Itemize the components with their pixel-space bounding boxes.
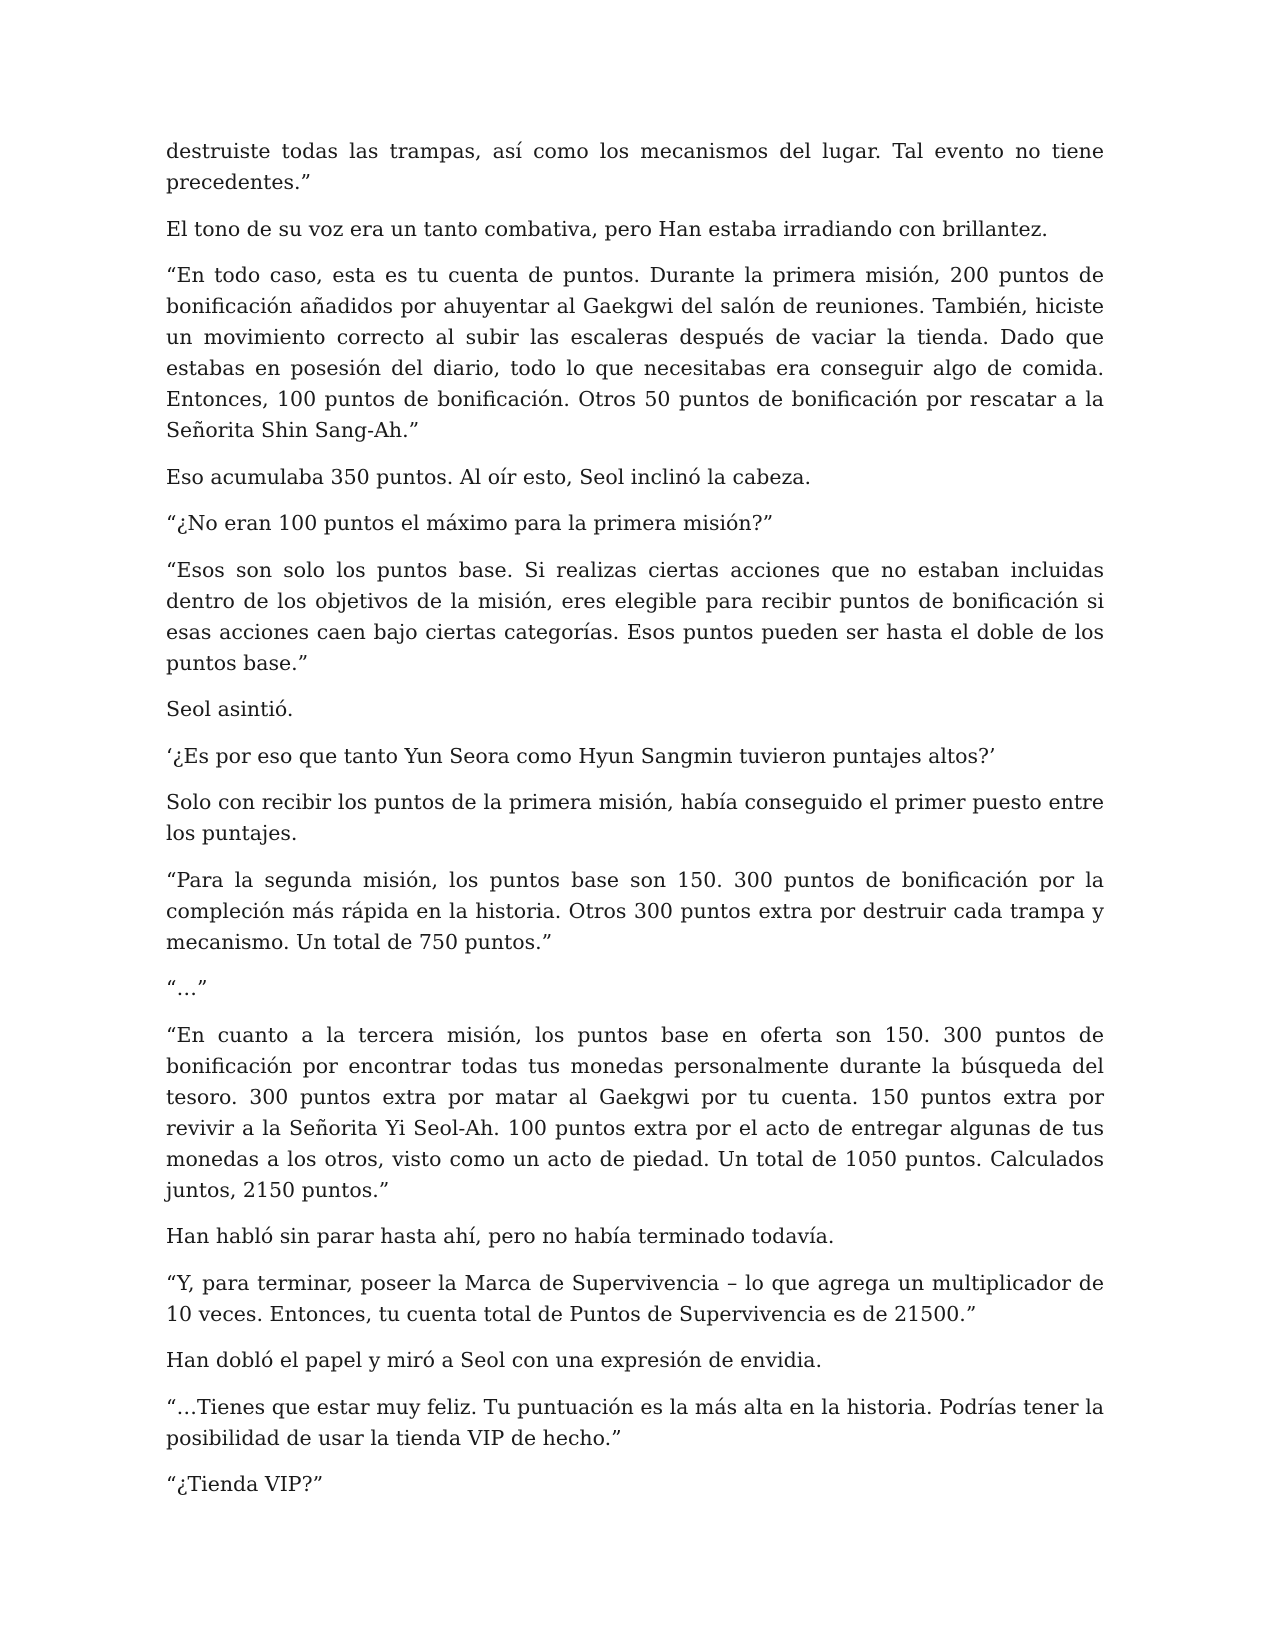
- paragraph: “Para la segunda misión, los puntos base son 150. 300 puntos de bonificación por la compleción más rápida en la historia. Otros 300 puntos extra por destruir cada trampa y mecanismo. Un total de 750 puntos.”: [166, 867, 1104, 954]
- paragraph: El tono de su voz era un tanto combativa, pero Han estaba irradiando con brillantez.: [166, 216, 1048, 241]
- paragraph: Han dobló el papel y miró a Seol con una expresión de envidia.: [166, 1348, 823, 1372]
- paragraph: “¿Tienda VIP?”: [166, 1472, 324, 1496]
- paragraph: destruiste todas las trampas, así como los mecanismos del lugar. Tal evento no tiene precedentes.”: [166, 139, 1104, 194]
- document-page: [166, 136, 1104, 1516]
- paragraph: Seol asintió.: [166, 697, 294, 721]
- paragraph: Eso acumulaba 350 puntos. Al oír esto, Seol inclinó la cabeza.: [166, 464, 811, 489]
- paragraph: “En todo caso, esta es tu cuenta de puntos. Durante la primera misión, 200 puntos de bonificación añadidos por ahuyentar al Gaekgwi del salón de reuniones. También, hiciste un movimiento correcto al subir las escaleras después de vaciar la tienda. Dado que estabas en posesión del diario, todo lo que necesitabas era conseguir algo de comida. Entonces, 100 puntos de bonificación. Otros 50 puntos de bonificación por rescatar a la Señorita Shin Sang-Ah.”: [166, 263, 1104, 442]
- paragraph: ‘¿Es por eso que tanto Yun Seora como Hyun Sangmin tuvieron puntajes altos?’: [166, 743, 996, 768]
- paragraph: Solo con recibir los puntos de la primera misión, había conseguido el primer puesto entre los puntajes.: [166, 790, 1104, 845]
- paragraph: “En cuanto a la tercera misión, los puntos base en oferta son 150. 300 puntos de bonificación por encontrar todas tus monedas personalmente durante la búsqueda del tesoro. 300 puntos extra por matar al Gaekgwi por tu cuenta. 150 puntos extra por revivir a la Señorita Yi Seol-Ah. 100 puntos extra por el acto de entregar algunas de tus monedas a los otros, visto como un acto de piedad. Un total de 1050 puntos. Calculados juntos, 2150 puntos.”: [166, 1022, 1104, 1202]
- paragraph: “¿No eran 100 puntos el máximo para la primera misión?”: [166, 511, 774, 535]
- paragraph: “…Tienes que estar muy feliz. Tu puntuación es la más alta en la historia. Podrías tener la posibilidad de usar la tienda VIP de hecho.”: [166, 1394, 1104, 1450]
- paragraph: “Esos son solo los puntos base. Si realizas ciertas acciones que no estaban incluidas dentro de los objetivos de la misión, eres elegible para recibir puntos de bonificación si esas acciones caen bajo ciertas categorías. Esos puntos pueden ser hasta el doble de los puntos base.”: [166, 557, 1104, 675]
- paragraph: “…”: [166, 976, 208, 1000]
- paragraph: Han habló sin parar hasta ahí, pero no había terminado todavía.: [166, 1224, 835, 1248]
- paragraph: “Y, para terminar, poseer la Marca de Supervivencia – lo que agrega un multiplicador de 10 veces. Entonces, tu cuenta total de Puntos de Supervivencia es de 21500.”: [166, 1270, 1104, 1326]
